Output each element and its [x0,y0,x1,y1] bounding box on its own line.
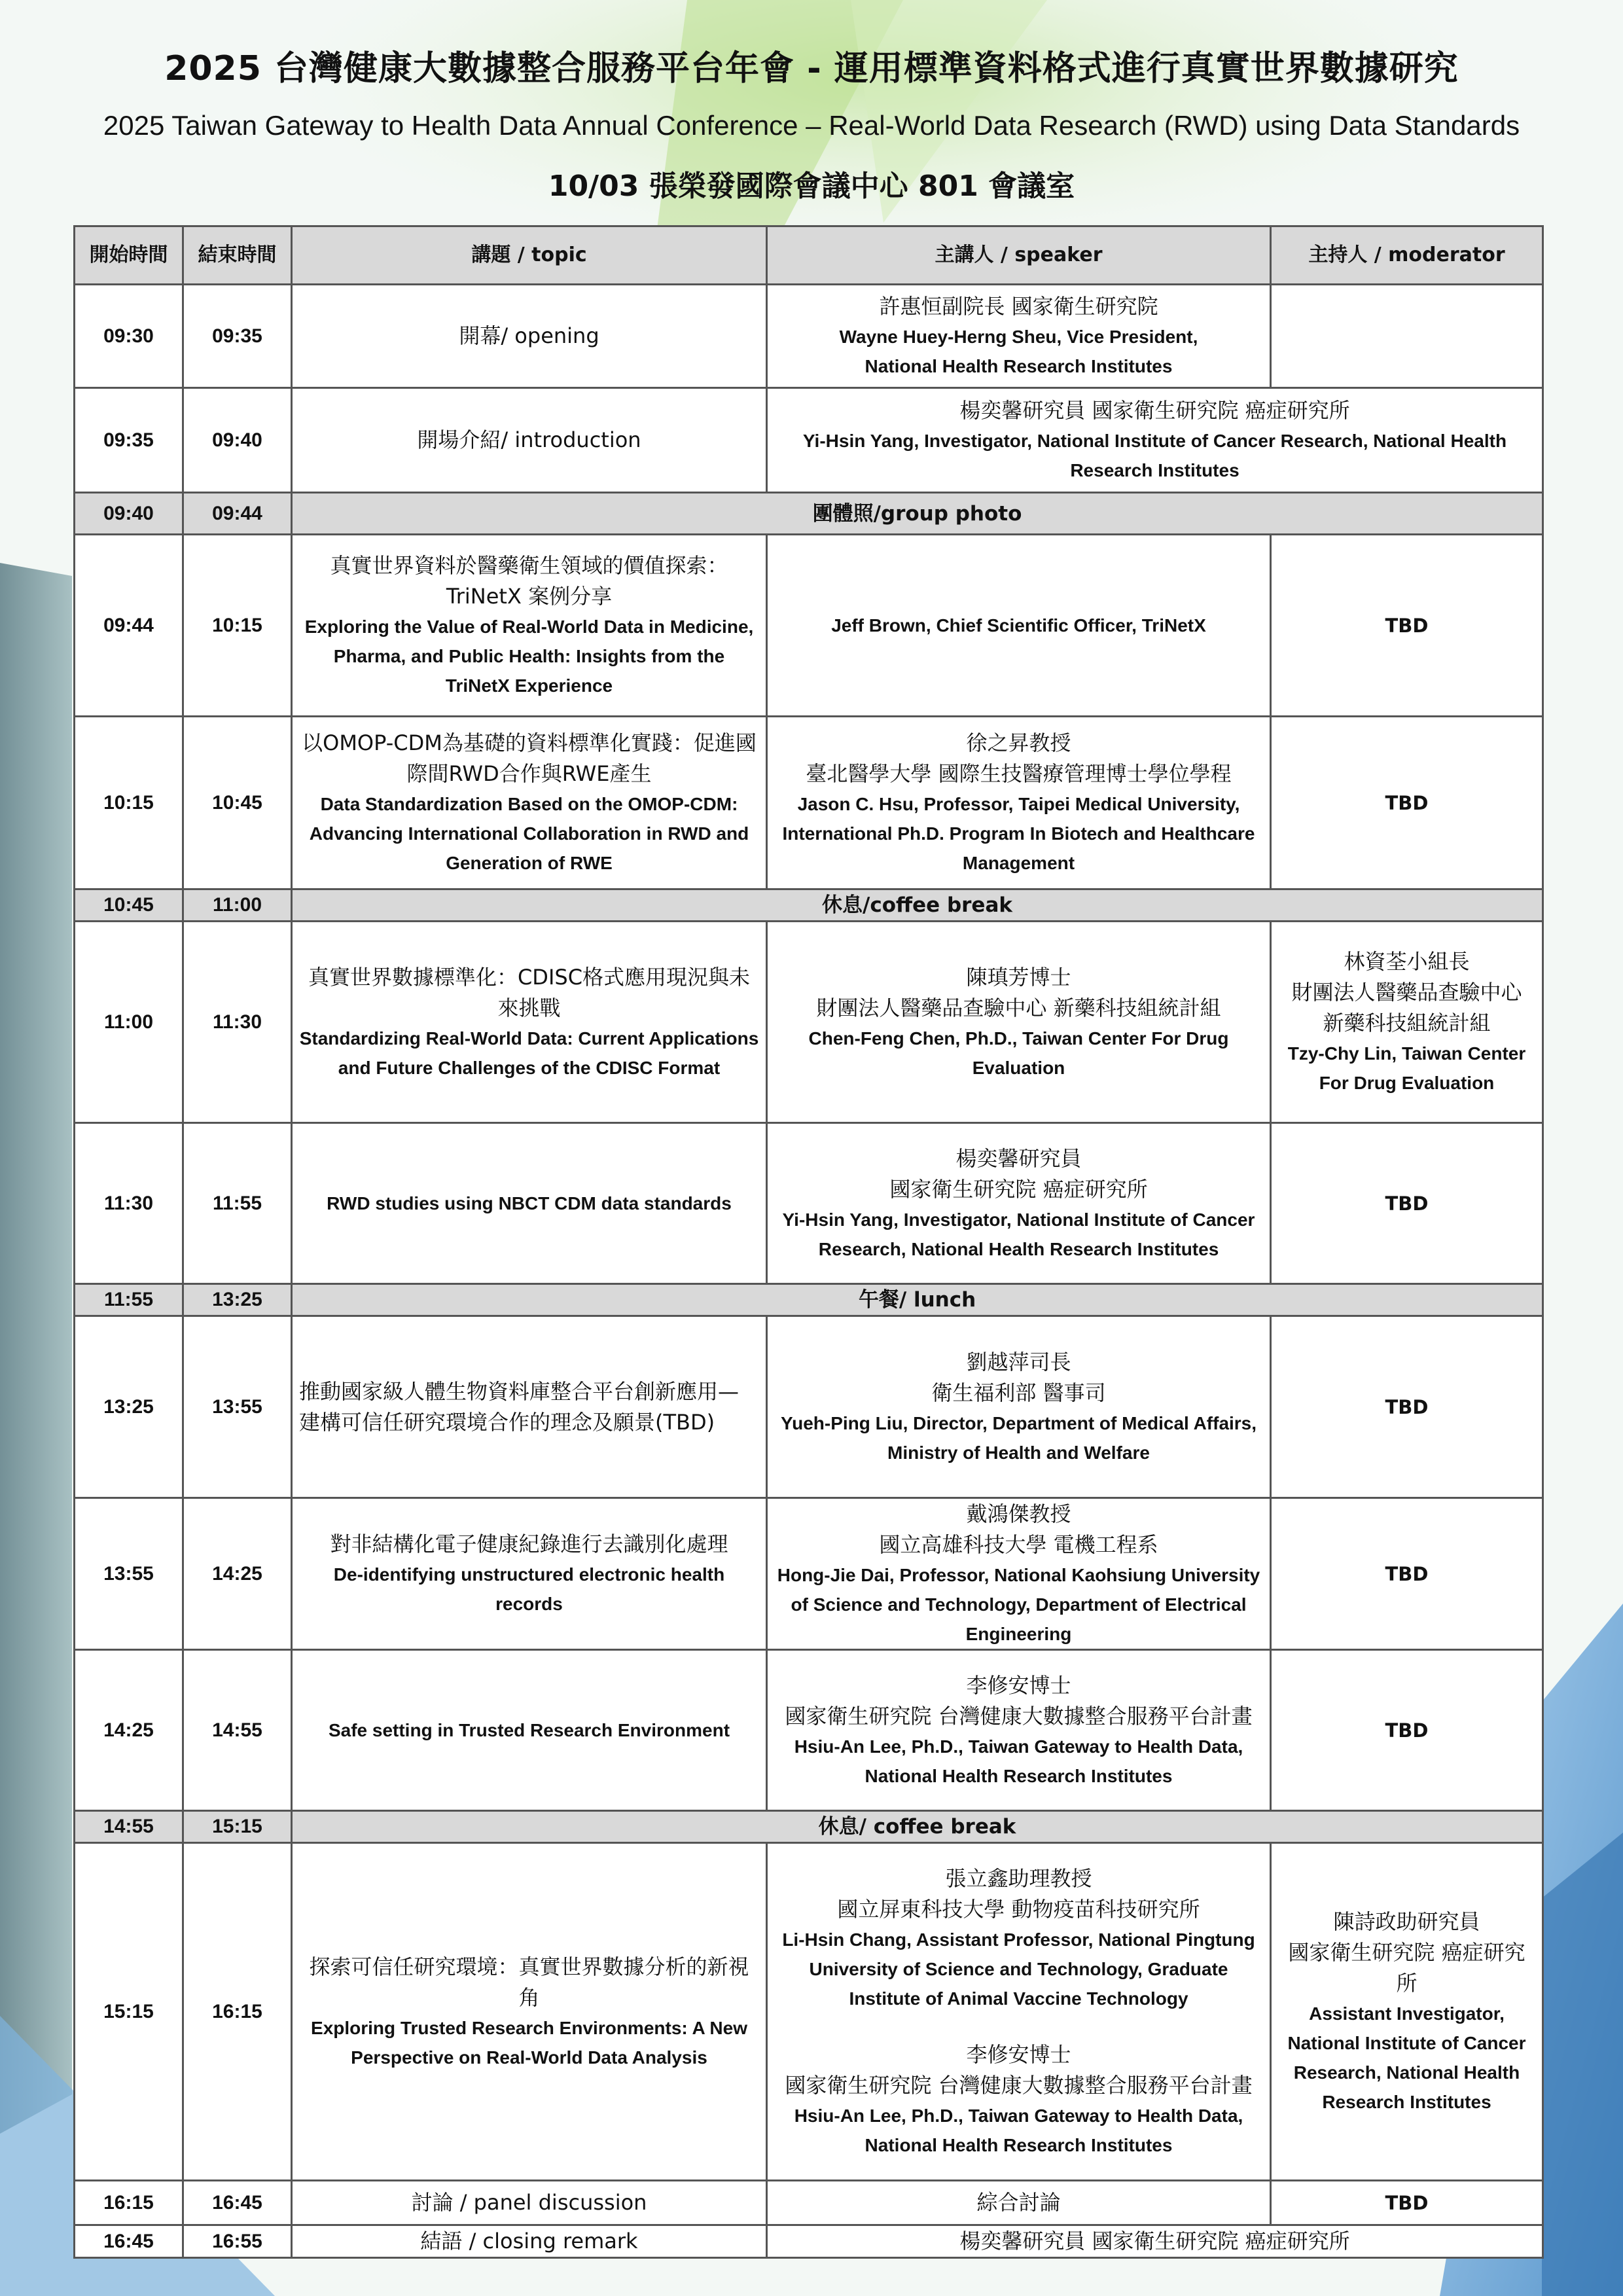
topic-zh: 對非結構化電子健康紀錄進行去識別化處理 [330,1532,728,1556]
speaker-zh: 陳瑱芳博士 財團法人醫藥品查驗中心 新藥科技組統計組 [816,964,1221,1020]
speaker-cell [767,1123,1271,1284]
table-row [75,1650,1543,1811]
topic-en: De-identifying unstructured electronic health records [333,1564,725,1614]
table-row [75,388,1543,493]
topic-en: Exploring the Value of Real-World Data in Medicine, Pharma, and Public Health: Insights from the TriNetX Experience [304,617,754,696]
moderator-cell [1271,1843,1543,2181]
title-english: 2025 Taiwan Gateway to Health Data Annual Conference – Real-World Data Research (RWD) using Data Standards [103,110,1520,141]
table-row [75,285,1543,388]
table-row [75,717,1543,889]
title-chinese: 2025 台灣健康大數據整合服務平台年會 - 運用標準資料格式進行真實世界數據研究 [164,49,1459,88]
table-row [75,922,1543,1123]
topic-cell [292,1843,767,2181]
speaker-zh: 許惠恒副院長 國家衛生研究院 [879,294,1158,319]
topic-cell [292,1498,767,1650]
start-time: 13:25 [75,1316,183,1498]
table-row [75,535,1543,717]
start-time: 14:55 [75,1811,183,1843]
speaker-cell [767,2181,1271,2225]
speaker-en: Yueh-Ping Liu, Director, Department of Medical Affairs, Ministry of Health and Welfare [780,1412,1257,1463]
break-label: 休息/ coffee break [292,1811,1543,1843]
speaker-zh: 綜合討論 [976,2190,1061,2215]
start-time: 13:55 [75,1498,183,1650]
topic-text: 結語 / closing remark [420,2229,638,2253]
end-time: 14:25 [183,1498,292,1650]
speaker-en: Hsiu-An Lee, Ph.D., Taiwan Gateway to Health Data, National Health Research Institutes [794,1736,1243,1786]
moderator-cell: TBD [1271,2181,1543,2225]
moderator-cell: TBD [1271,717,1543,889]
speaker-en: Jason C. Hsu, Professor, Taipei Medical University, International Ph.D. Program In Biotech and Healthcare Management [782,794,1255,873]
agenda-table [73,225,1542,2259]
topic-cell [292,1316,767,1498]
speaker-cell [767,1650,1271,1811]
date-venue: 10/03 張榮發國際會議中心 801 會議室 [548,170,1075,203]
end-time: 11:30 [183,922,292,1123]
col-topic: 講題 / topic [292,226,767,285]
end-time: 13:25 [183,1284,292,1316]
break-row [75,889,1543,922]
moderator-en: Tzy-Chy Lin, Taiwan Center For Drug Evaluation [1287,1043,1526,1093]
speaker-en: Chen-Feng Chen, Ph.D., Taiwan Center For Drug Evaluation [808,1028,1229,1078]
topic-cell [292,2225,767,2258]
moderator-cell: TBD [1271,1650,1543,1811]
topic-cell [292,922,767,1123]
speaker-zh: 劉越萍司長 衛生福利部 醫事司 [931,1349,1106,1405]
speaker-zh: 李修安博士 國家衛生研究院 台灣健康大數據整合服務平台計畫 [785,2042,1253,2098]
moderator-zh: 林資荃小組長 財團法人醫藥品查驗中心 新藥科技組統計組 [1291,949,1522,1035]
start-time: 11:30 [75,1123,183,1284]
col-speaker: 主講人 / speaker [767,226,1271,285]
topic-text: 討論 / panel discussion [411,2190,647,2215]
speaker-zh: 楊奕馨研究員 國家衛生研究院 癌症研究所 [889,1145,1148,1202]
speaker-cell [767,717,1271,889]
speaker-cell [767,1316,1271,1498]
moderator-cell: TBD [1271,1316,1543,1498]
topic-en: Data Standardization Based on the OMOP-CDM: Advancing International Collaboration in RWD and Generation of RWE [309,794,749,873]
topic-cell [292,535,767,717]
moderator-zh: 陳詩政助研究員 國家衛生研究院 癌症研究所 [1288,1909,1525,1996]
topic-zh: 真實世界數據標準化：CDISC格式應用現況與未來挑戰 [308,964,751,1020]
start-time: 11:00 [75,922,183,1123]
break-row [75,493,1543,535]
end-time: 11:00 [183,889,292,922]
end-time: 16:45 [183,2181,292,2225]
table-row [75,1316,1543,1498]
start-time: 09:35 [75,388,183,493]
topic-en: RWD studies using NBCT CDM data standards [327,1193,732,1213]
end-time: 15:15 [183,1811,292,1843]
speaker-zh: 楊奕馨研究員 國家衛生研究院 癌症研究所 [959,398,1350,423]
end-time: 11:55 [183,1123,292,1284]
speaker-cell [767,535,1271,717]
topic-cell [292,2181,767,2225]
speaker-zh: 李修安博士 國家衛生研究院 台灣健康大數據整合服務平台計畫 [785,1672,1253,1729]
topic-text: 開幕/ opening [459,323,599,348]
speaker-cell [767,2225,1543,2258]
spacer [774,2013,1263,2039]
topic-cell [292,388,767,493]
end-time: 09:35 [183,285,292,388]
topic-cell [292,1650,767,1811]
speaker-en: Wayne Huey-Herng Sheu, Vice President, National Health Research Institutes [839,327,1198,376]
table-row [75,2225,1543,2258]
speaker-en: Yi-Hsin Yang, Investigator, National Institute of Cancer Research, National Health Research Institutes [802,431,1507,480]
start-time: 10:15 [75,717,183,889]
speaker-en: Jeff Brown, Chief Scientific Officer, TriNetX [831,615,1206,636]
table-row [75,1843,1543,2181]
speaker-cell [767,1843,1271,2181]
col-moderator: 主持人 / moderator [1271,226,1543,285]
moderator-cell: TBD [1271,1123,1543,1284]
col-start-time: 開始時間 [75,226,183,285]
break-row [75,1284,1543,1316]
speaker-zh: 戴鴻傑教授 國立高雄科技大學 電機工程系 [879,1501,1158,1557]
speaker-zh: 張立鑫助理教授 國立屏東科技大學 動物疫苗科技研究所 [837,1866,1200,1922]
start-time: 16:15 [75,2181,183,2225]
topic-en: Safe setting in Trusted Research Environment [328,1720,730,1740]
moderator-cell: TBD [1271,1498,1543,1650]
end-time: 16:15 [183,1843,292,2181]
topic-en: Exploring Trusted Research Environments: A New Perspective on Real-World Data Analysis [311,2017,747,2068]
end-time: 10:45 [183,717,292,889]
start-time: 10:45 [75,889,183,922]
topic-cell [292,1123,767,1284]
speaker-cell [767,1498,1271,1650]
start-time: 15:15 [75,1843,183,2181]
speaker-en: Li-Hsin Chang, Assistant Professor, National Pingtung University of Science and Technology, Graduate Institute of Animal Vaccine Technology [782,1929,1255,2009]
moderator-cell [1271,922,1543,1123]
moderator-en: Assistant Investigator, National Institute of Cancer Research, National Health Research Institutes [1287,2003,1526,2112]
topic-zh: 推動國家級人體生物資料庫整合平台創新應用—建構可信任研究環境合作的理念及願景(TBD) [299,1378,740,1435]
moderator-cell [1271,285,1543,388]
table-row [75,2181,1543,2225]
table-row [75,1498,1543,1650]
start-time: 09:44 [75,535,183,717]
table-header-row [75,226,1543,285]
start-time: 09:40 [75,493,183,535]
speaker-zh: 徐之昇教授 臺北醫學大學 國際生技醫療管理博士學位學程 [806,730,1232,786]
speaker-en: Yi-Hsin Yang, Investigator, National Institute of Cancer Research, National Health Research Institutes [782,1209,1255,1259]
end-time: 09:40 [183,388,292,493]
topic-zh: 探索可信任研究環境：真實世界數據分析的新視角 [309,1954,749,2010]
start-time: 09:30 [75,285,183,388]
speaker-en: Hong-Jie Dai, Professor, National Kaohsiung University of Science and Technology, Department of Electrical Engineering [777,1565,1260,1644]
topic-zh: 真實世界資料於醫藥衛生領域的價值探索：TriNetX 案例分享 [330,553,728,609]
break-label: 團體照/group photo [292,493,1543,535]
table-row [75,1123,1543,1284]
col-end-time: 結束時間 [183,226,292,285]
end-time: 09:44 [183,493,292,535]
speaker-cell [767,388,1543,493]
start-time: 14:25 [75,1650,183,1811]
topic-text: 開場介紹/ introduction [417,427,641,452]
topic-cell [292,717,767,889]
end-time: 14:55 [183,1650,292,1811]
break-label: 午餐/ lunch [292,1284,1543,1316]
topic-cell [292,285,767,388]
end-time: 16:55 [183,2225,292,2258]
topic-en: Standardizing Real-World Data: Current Applications and Future Challenges of the CDISC Format [299,1028,759,1078]
speaker-cell [767,922,1271,1123]
speaker-en: Hsiu-An Lee, Ph.D., Taiwan Gateway to Health Data, National Health Research Institutes [794,2106,1243,2155]
break-row [75,1811,1543,1843]
topic-zh: 以OMOP-CDM為基礎的資料標準化實踐：促進國際間RWD合作與RWE產生 [302,730,757,786]
start-time: 11:55 [75,1284,183,1316]
start-time: 16:45 [75,2225,183,2258]
break-label: 休息/coffee break [292,889,1543,922]
speaker-zh: 楊奕馨研究員 國家衛生研究院 癌症研究所 [959,2229,1350,2253]
end-time: 13:55 [183,1316,292,1498]
speaker-cell [767,285,1271,388]
moderator-cell: TBD [1271,535,1543,717]
end-time: 10:15 [183,535,292,717]
